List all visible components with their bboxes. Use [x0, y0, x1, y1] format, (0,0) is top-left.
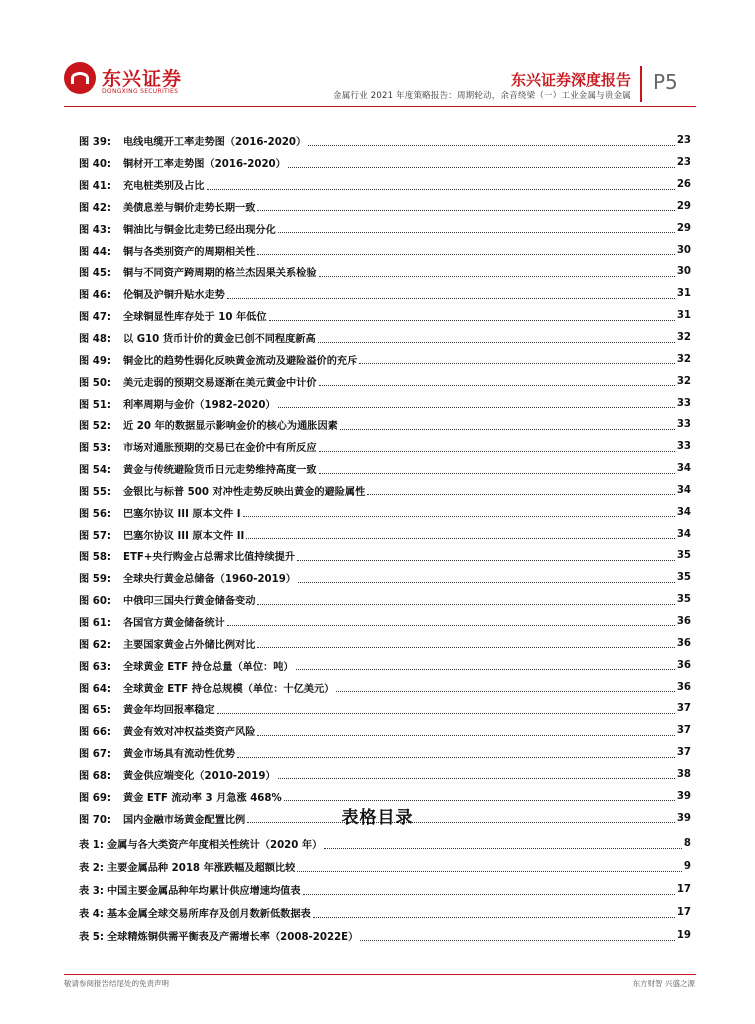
figure-toc-row[interactable] [79, 239, 691, 261]
toc-entry-page: 31 [676, 310, 691, 322]
figure-toc-row[interactable] [79, 676, 691, 698]
toc-entry-page: 37 [676, 703, 691, 715]
toc-leader-dots [359, 354, 675, 364]
toc-entry-label: 图 68: [79, 770, 111, 782]
toc-entry-label: 图 59: [79, 574, 111, 586]
toc-entry-label: 图 47: [79, 312, 111, 324]
toc-entry-page: 34 [676, 506, 691, 518]
toc-entry-title: 黄金年均回报率稳定 [123, 705, 215, 717]
toc-leader-dots [319, 267, 675, 277]
toc-entry-title: 主要国家黄金占外储比例对比 [123, 639, 256, 651]
toc-entry-label: 图 62: [79, 639, 111, 651]
toc-entry-title: 黄金 ETF 流动率 3 月急涨 468% [123, 792, 282, 804]
figure-toc-row[interactable] [79, 632, 691, 654]
page-number: P5 [653, 70, 678, 94]
toc-entry-title: 国内金融市场黄金配置比例 [123, 814, 246, 826]
figure-toc-row[interactable] [79, 523, 691, 545]
figure-toc-row[interactable] [79, 501, 691, 523]
toc-leader-dots [288, 158, 675, 168]
toc-entry-title: 各国官方黄金储备统计 [123, 617, 225, 629]
toc-entry-label: 表 1: [79, 840, 104, 851]
toc-leader-dots [340, 420, 675, 430]
toc-entry-page: 32 [676, 353, 691, 365]
table-toc-row[interactable] [79, 832, 691, 855]
toc-entry-label: 表 5: [79, 932, 104, 943]
toc-leader-dots [278, 398, 675, 408]
toc-entry-title: 全球黄金 ETF 持仓总规模（单位：十亿美元） [123, 683, 335, 695]
toc-leader-dots [308, 136, 675, 146]
toc-entry-title: 全球铜显性库存处于 10 年低位 [123, 312, 267, 324]
tables-section-title: 表格目录 [341, 808, 414, 828]
footer-slogan: 东方财智 兴盛之源 [632, 979, 695, 988]
toc-entry-label: 图 51: [79, 399, 111, 411]
toc-entry-title: 中俄印三国央行黄金储备变动 [123, 596, 256, 608]
report-name: 东兴证券深度报告 [510, 71, 631, 89]
toc-entry-page: 30 [676, 266, 691, 278]
toc-entry-title: 伦铜及沪铜升贴水走势 [123, 290, 225, 302]
page-header [0, 0, 755, 110]
logo-english-name: DONGXING SECURITIES [102, 88, 179, 95]
toc-leader-dots [207, 180, 675, 190]
figure-toc-row[interactable] [79, 742, 691, 764]
toc-entry-title: 铜与不同资产跨周期的格兰杰因果关系检验 [123, 268, 317, 280]
toc-entry-title: 美债息差与铜价走势长期一致 [123, 202, 256, 214]
toc-entry-title: 巴塞尔协议 III 原本文件 II [123, 530, 245, 542]
toc-entry-page: 39 [676, 790, 691, 802]
figure-toc-row[interactable] [79, 654, 691, 676]
toc-entry-page: 19 [676, 930, 691, 941]
toc-leader-dots [296, 660, 675, 670]
toc-entry-label: 图 64: [79, 683, 111, 695]
toc-entry-page: 33 [676, 441, 691, 453]
toc-entry-page: 34 [676, 528, 691, 540]
toc-entry-page: 35 [676, 572, 691, 584]
toc-entry-title: 全球精炼铜供需平衡表及产需增长率（2008-2022E） [107, 932, 359, 943]
toc-leader-dots [297, 862, 682, 872]
toc-entry-label: 图 57: [79, 530, 111, 542]
toc-entry-title: 充电桩类别及占比 [123, 181, 205, 193]
toc-entry-page: 31 [676, 288, 691, 300]
toc-leader-dots [318, 333, 675, 343]
toc-entry-label: 图 53: [79, 443, 111, 455]
toc-entry-label: 图 63: [79, 661, 111, 673]
toc-entry-label: 图 50: [79, 377, 111, 389]
toc-leader-dots [217, 704, 675, 714]
toc-leader-dots [257, 245, 674, 255]
toc-entry-page: 34 [676, 484, 691, 496]
toc-leader-dots [237, 748, 675, 758]
figure-toc-row[interactable] [79, 567, 691, 589]
toc-entry-label: 图 41: [79, 181, 111, 193]
toc-leader-dots [303, 885, 675, 895]
figure-toc-row[interactable] [79, 392, 691, 414]
toc-entry-title: 中国主要金属品种年均累计供应增速均值表 [107, 886, 301, 897]
toc-entry-label: 表 2: [79, 863, 104, 874]
report-subtitle: 金属行业 2021 年度策略报告：周期轮动，余音绕梁（一）工业金属与贵金属 [333, 91, 631, 101]
toc-entry-title: 电线电缆开工率走势图（2016-2020） [123, 137, 307, 149]
toc-entry-page: 8 [683, 838, 691, 849]
toc-entry-page: 37 [676, 725, 691, 737]
toc-leader-dots [257, 595, 674, 605]
toc-entry-label: 图 60: [79, 596, 111, 608]
toc-entry-page: 26 [676, 179, 691, 191]
figure-toc-row[interactable] [79, 458, 691, 480]
figure-toc-row[interactable] [79, 370, 691, 392]
toc-entry-title: 近 20 年的数据显示影响金价的核心为通胀因素 [123, 421, 338, 433]
figure-toc-row[interactable] [79, 174, 691, 196]
toc-entry-page: 23 [676, 157, 691, 169]
figure-toc-row[interactable] [79, 217, 691, 239]
toc-entry-page: 35 [676, 594, 691, 606]
toc-entry-label: 图 56: [79, 508, 111, 520]
toc-entry-title: 全球央行黄金总储备（1960-2019） [123, 574, 296, 586]
toc-entry-label: 图 58: [79, 552, 111, 564]
figure-toc-row[interactable] [79, 611, 691, 633]
toc-leader-dots [257, 638, 674, 648]
toc-entry-page: 9 [683, 861, 691, 872]
toc-entry-label: 表 4: [79, 909, 104, 920]
toc-leader-dots [319, 442, 675, 452]
figure-toc-row[interactable] [79, 480, 691, 502]
toc-entry-label: 图 65: [79, 705, 111, 717]
header-divider [640, 66, 642, 102]
toc-entry-page: 33 [676, 419, 691, 431]
toc-entry-title: 巴塞尔协议 III 原本文件 I [123, 508, 241, 520]
figure-toc-row[interactable] [79, 130, 691, 152]
toc-entry-title: 黄金有效对冲权益类资产风险 [123, 727, 256, 739]
toc-entry-page: 17 [676, 907, 691, 918]
toc-entry-page: 32 [676, 375, 691, 387]
logo-emblem-icon [64, 62, 96, 94]
toc-entry-page: 39 [676, 812, 691, 824]
toc-entry-title: 金银比与标普 500 对冲性走势反映出黄金的避险属性 [123, 486, 366, 498]
toc-leader-dots [319, 464, 675, 474]
toc-entry-label: 表 3: [79, 886, 104, 897]
figure-toc-row[interactable] [79, 720, 691, 742]
company-logo [64, 62, 214, 102]
table-toc-row[interactable] [79, 855, 691, 878]
toc-entry-label: 图 70: [79, 814, 111, 826]
toc-entry-title: 金属与各大类资产年度相关性统计（2020 年） [107, 840, 323, 851]
figure-toc-row[interactable] [79, 152, 691, 174]
toc-entry-label: 图 39: [79, 137, 111, 149]
toc-leader-dots [257, 201, 674, 211]
figure-toc-row[interactable] [79, 305, 691, 327]
toc-entry-label: 图 44: [79, 246, 111, 258]
figure-toc-row[interactable] [79, 327, 691, 349]
toc-leader-dots [243, 507, 675, 517]
toc-entry-label: 图 67: [79, 749, 111, 761]
toc-entry-title: 以 G10 货币计价的黄金已创不同程度新高 [123, 334, 316, 346]
toc-entry-label: 图 48: [79, 334, 111, 346]
figure-toc-row[interactable] [79, 261, 691, 283]
toc-leader-dots [246, 529, 675, 539]
figure-toc-row[interactable] [79, 348, 691, 370]
figure-toc-row[interactable] [79, 763, 691, 785]
toc-entry-title: 美元走弱的预期交易逐渐在美元黄金中计价 [123, 377, 317, 389]
toc-entry-title: 基本金属全球交易所库存及创月数新低数据表 [107, 909, 311, 920]
figure-toc-row[interactable] [79, 545, 691, 567]
toc-leader-dots [319, 376, 675, 386]
toc-leader-dots [227, 616, 675, 626]
toc-entry-label: 图 49: [79, 355, 111, 367]
figure-toc-row[interactable] [79, 698, 691, 720]
toc-entry-label: 图 54: [79, 465, 111, 477]
table-toc-row[interactable] [79, 901, 691, 924]
toc-entry-page: 17 [676, 884, 691, 895]
toc-entry-title: ETF+央行购金占总需求比值持续提升 [123, 552, 296, 564]
toc-leader-dots [298, 573, 675, 583]
toc-entry-title: 市场对通胀预期的交易已在金价中有所反应 [123, 443, 317, 455]
figure-toc-row[interactable] [79, 283, 691, 305]
toc-entry-label: 图 61: [79, 617, 111, 629]
toc-entry-title: 黄金市场具有流动性优势 [123, 749, 236, 761]
figure-toc-row[interactable] [79, 414, 691, 436]
toc-leader-dots [227, 289, 675, 299]
toc-entry-label: 图 42: [79, 202, 111, 214]
toc-entry-label: 图 46: [79, 290, 111, 302]
toc-entry-page: 29 [676, 222, 691, 234]
toc-entry-page: 36 [676, 681, 691, 693]
toc-entry-title: 黄金与传统避险货币日元走势维持高度一致 [123, 465, 317, 477]
toc-entry-page: 36 [676, 637, 691, 649]
toc-leader-dots [297, 551, 675, 561]
logo-name: 东兴证券 [102, 68, 183, 90]
figure-toc-row[interactable] [79, 436, 691, 458]
toc-entry-title: 全球黄金 ETF 持仓总量（单位：吨） [123, 661, 294, 673]
toc-entry-page: 36 [676, 659, 691, 671]
toc-leader-dots [360, 931, 675, 941]
toc-entry-page: 29 [676, 200, 691, 212]
toc-leader-dots [336, 682, 674, 692]
toc-entry-title: 铜油比与铜金比走势已经出现分化 [123, 224, 276, 236]
toc-leader-dots [284, 791, 675, 801]
toc-entry-page: 33 [676, 397, 691, 409]
toc-entry-label: 图 45: [79, 268, 111, 280]
toc-leader-dots [257, 726, 674, 736]
toc-entry-title: 铜金比的趋势性弱化反映黄金流动及避险溢价的充斥 [123, 355, 358, 367]
header-rule [64, 106, 696, 107]
toc-entry-label: 图 66: [79, 727, 111, 739]
table-list [79, 832, 691, 947]
table-toc-row[interactable] [79, 878, 691, 901]
toc-leader-dots [324, 839, 682, 849]
toc-leader-dots [278, 769, 675, 779]
toc-entry-page: 37 [676, 747, 691, 759]
toc-entry-page: 36 [676, 615, 691, 627]
toc-entry-label: 图 40: [79, 159, 111, 171]
footer-rule [64, 974, 696, 975]
toc-entry-page: 38 [676, 768, 691, 780]
toc-entry-page: 34 [676, 463, 691, 475]
figure-toc-row[interactable] [79, 589, 691, 611]
toc-entry-label: 图 69: [79, 792, 111, 804]
toc-leader-dots [269, 311, 675, 321]
figure-list [79, 130, 691, 829]
toc-entry-label: 图 52: [79, 421, 111, 433]
table-toc-row[interactable] [79, 924, 691, 947]
toc-entry-page: 32 [676, 332, 691, 344]
toc-entry-title: 黄金供应端变化（2010-2019） [123, 770, 276, 782]
toc-entry-title: 铜材开工率走势图（2016-2020） [123, 159, 286, 171]
toc-entry-label: 图 43: [79, 224, 111, 236]
figure-toc-row[interactable] [79, 196, 691, 218]
toc-entry-title: 利率周期与金价（1982-2020） [123, 399, 276, 411]
toc-leader-dots [313, 908, 675, 918]
toc-leader-dots [367, 485, 675, 495]
toc-entry-title: 主要金属品种 2018 年涨跌幅及超额比较 [107, 863, 296, 874]
toc-entry-page: 30 [676, 244, 691, 256]
toc-leader-dots [278, 223, 675, 233]
toc-entry-page: 23 [676, 135, 691, 147]
toc-entry-label: 图 55: [79, 486, 111, 498]
toc-entry-title: 铜与各类别资产的周期相关性 [123, 246, 256, 258]
footer-disclaimer: 敬请参阅报告结尾处的免责声明 [64, 979, 169, 988]
toc-entry-page: 35 [676, 550, 691, 562]
